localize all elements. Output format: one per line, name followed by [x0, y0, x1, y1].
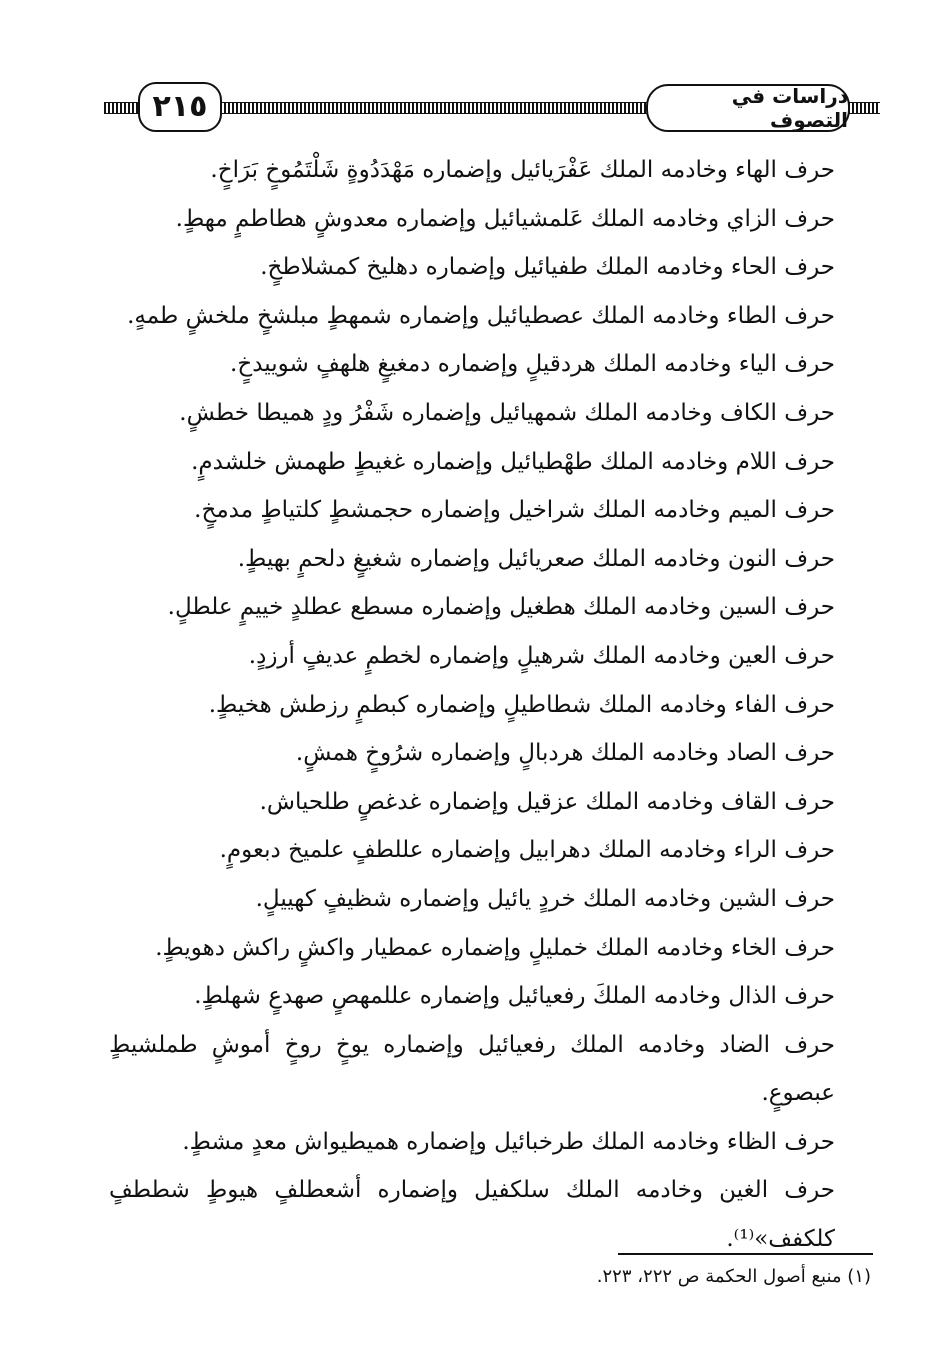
text-line: حرف الياء وخادمه الملك هردقيلٍ وإضماره دمغيغٍ هلهفٍ شوييدخٍ. — [230, 351, 835, 378]
text-line: حرف الكاف وخادمه الملك شمهيائيل وإضماره شَفْرُ ودٍ هميطا خطشٍ. — [179, 399, 835, 426]
text-line: حرف الفاء وخادمه الملك شطاطيلٍ وإضماره كبطمٍ رزطش هخيطٍ. — [208, 691, 835, 718]
text-line: حرف العين وخادمه الملك شرهيلٍ وإضماره لخطمٍ عديفٍ أرزدٍ. — [248, 642, 835, 669]
text-line: حرف الراء وخادمه الملك دهرابيل وإضماره عللطفٍ علميخ دبعومٍ. — [219, 837, 835, 864]
text-line: حرف الضاد وخادمه الملك رفعيائيل وإضماره يوخٍ روخٍ أموشٍ طملشيطٍ عبصوعٍ. — [109, 1031, 835, 1107]
footnote-separator — [618, 1253, 873, 1255]
text-line: حرف الشين وخادمه الملك خردٍ يائيل وإضماره شظيفٍ كهييلٍ. — [255, 885, 835, 912]
text-line: حرف الخاء وخادمه الملك خمليلٍ وإضماره عمطيار واكشٍ راكش دهويطٍ. — [155, 934, 835, 961]
footnote: (١) منبع أصول الحكمة ص ٢٢٢، ٢٢٣. — [596, 1266, 871, 1287]
text-line: حرف الظاء وخادمه الملك طرخبائيل وإضماره هميطيواش معدٍ مشطٍ. — [182, 1128, 835, 1155]
text-line: حرف اللام وخادمه الملك طهْطيائيل وإضماره غغيطٍ طهمش خلشدمٍ. — [191, 448, 835, 475]
text-line: حرف النون وخادمه الملك صعريائيل وإضماره شغيغٍ دلحمٍ بهيطٍ. — [237, 545, 835, 572]
text-line: حرف الهاء وخادمه الملك عَفْرَيائيل وإضماره مَهْدَدُوةٍ شَلْتَمُوخٍ بَرَاخٍ. — [210, 157, 835, 183]
main-text — [109, 146, 835, 1264]
text-line: حرف السين وخادمه الملك هطغيل وإضماره مسطع عطلدٍ خييمٍ علطلٍ. — [167, 594, 835, 621]
page-header — [104, 82, 880, 140]
text-line: حرف الحاء وخادمه الملك طفيائيل وإضماره دهليخ كمشلاطخٍ. — [260, 254, 835, 281]
page-number: ٢١٥ — [138, 82, 222, 132]
text-line: حرف الزاي وخادمه الملك عَلمشيائيل وإضماره معدوشٍ هطاطمٍ مهطٍ. — [175, 205, 835, 232]
text-line: حرف الذال وخادمه الملكَ رفعيائيل وإضماره عللمهصٍ صهدعٍ شهلطٍ. — [194, 983, 835, 1010]
running-title: دراسات في التصوف — [646, 84, 850, 132]
text-line: حرف الغين وخادمه الملك سلكفيل وإضماره أشعطلفٍ هيوطٍ شططفٍ كلكفف»⁽¹⁾. — [109, 1177, 835, 1253]
text-line: حرف القاف وخادمه الملك عزقيل وإضماره غدغصٍ طلحياش. — [259, 788, 835, 815]
text-line: حرف الطاء وخادمه الملك عصطيائيل وإضماره شمهطٍ مبلشخٍ ملخشٍ طمهٍ. — [127, 302, 835, 329]
text-line: حرف الصاد وخادمه الملك هردبالٍ وإضماره شرُوخٍ همشٍ. — [295, 740, 835, 767]
text-line: حرف الميم وخادمه الملك شراخيل وإضماره حجمشطٍ كلتياطٍ مدمخٍ. — [194, 497, 835, 524]
